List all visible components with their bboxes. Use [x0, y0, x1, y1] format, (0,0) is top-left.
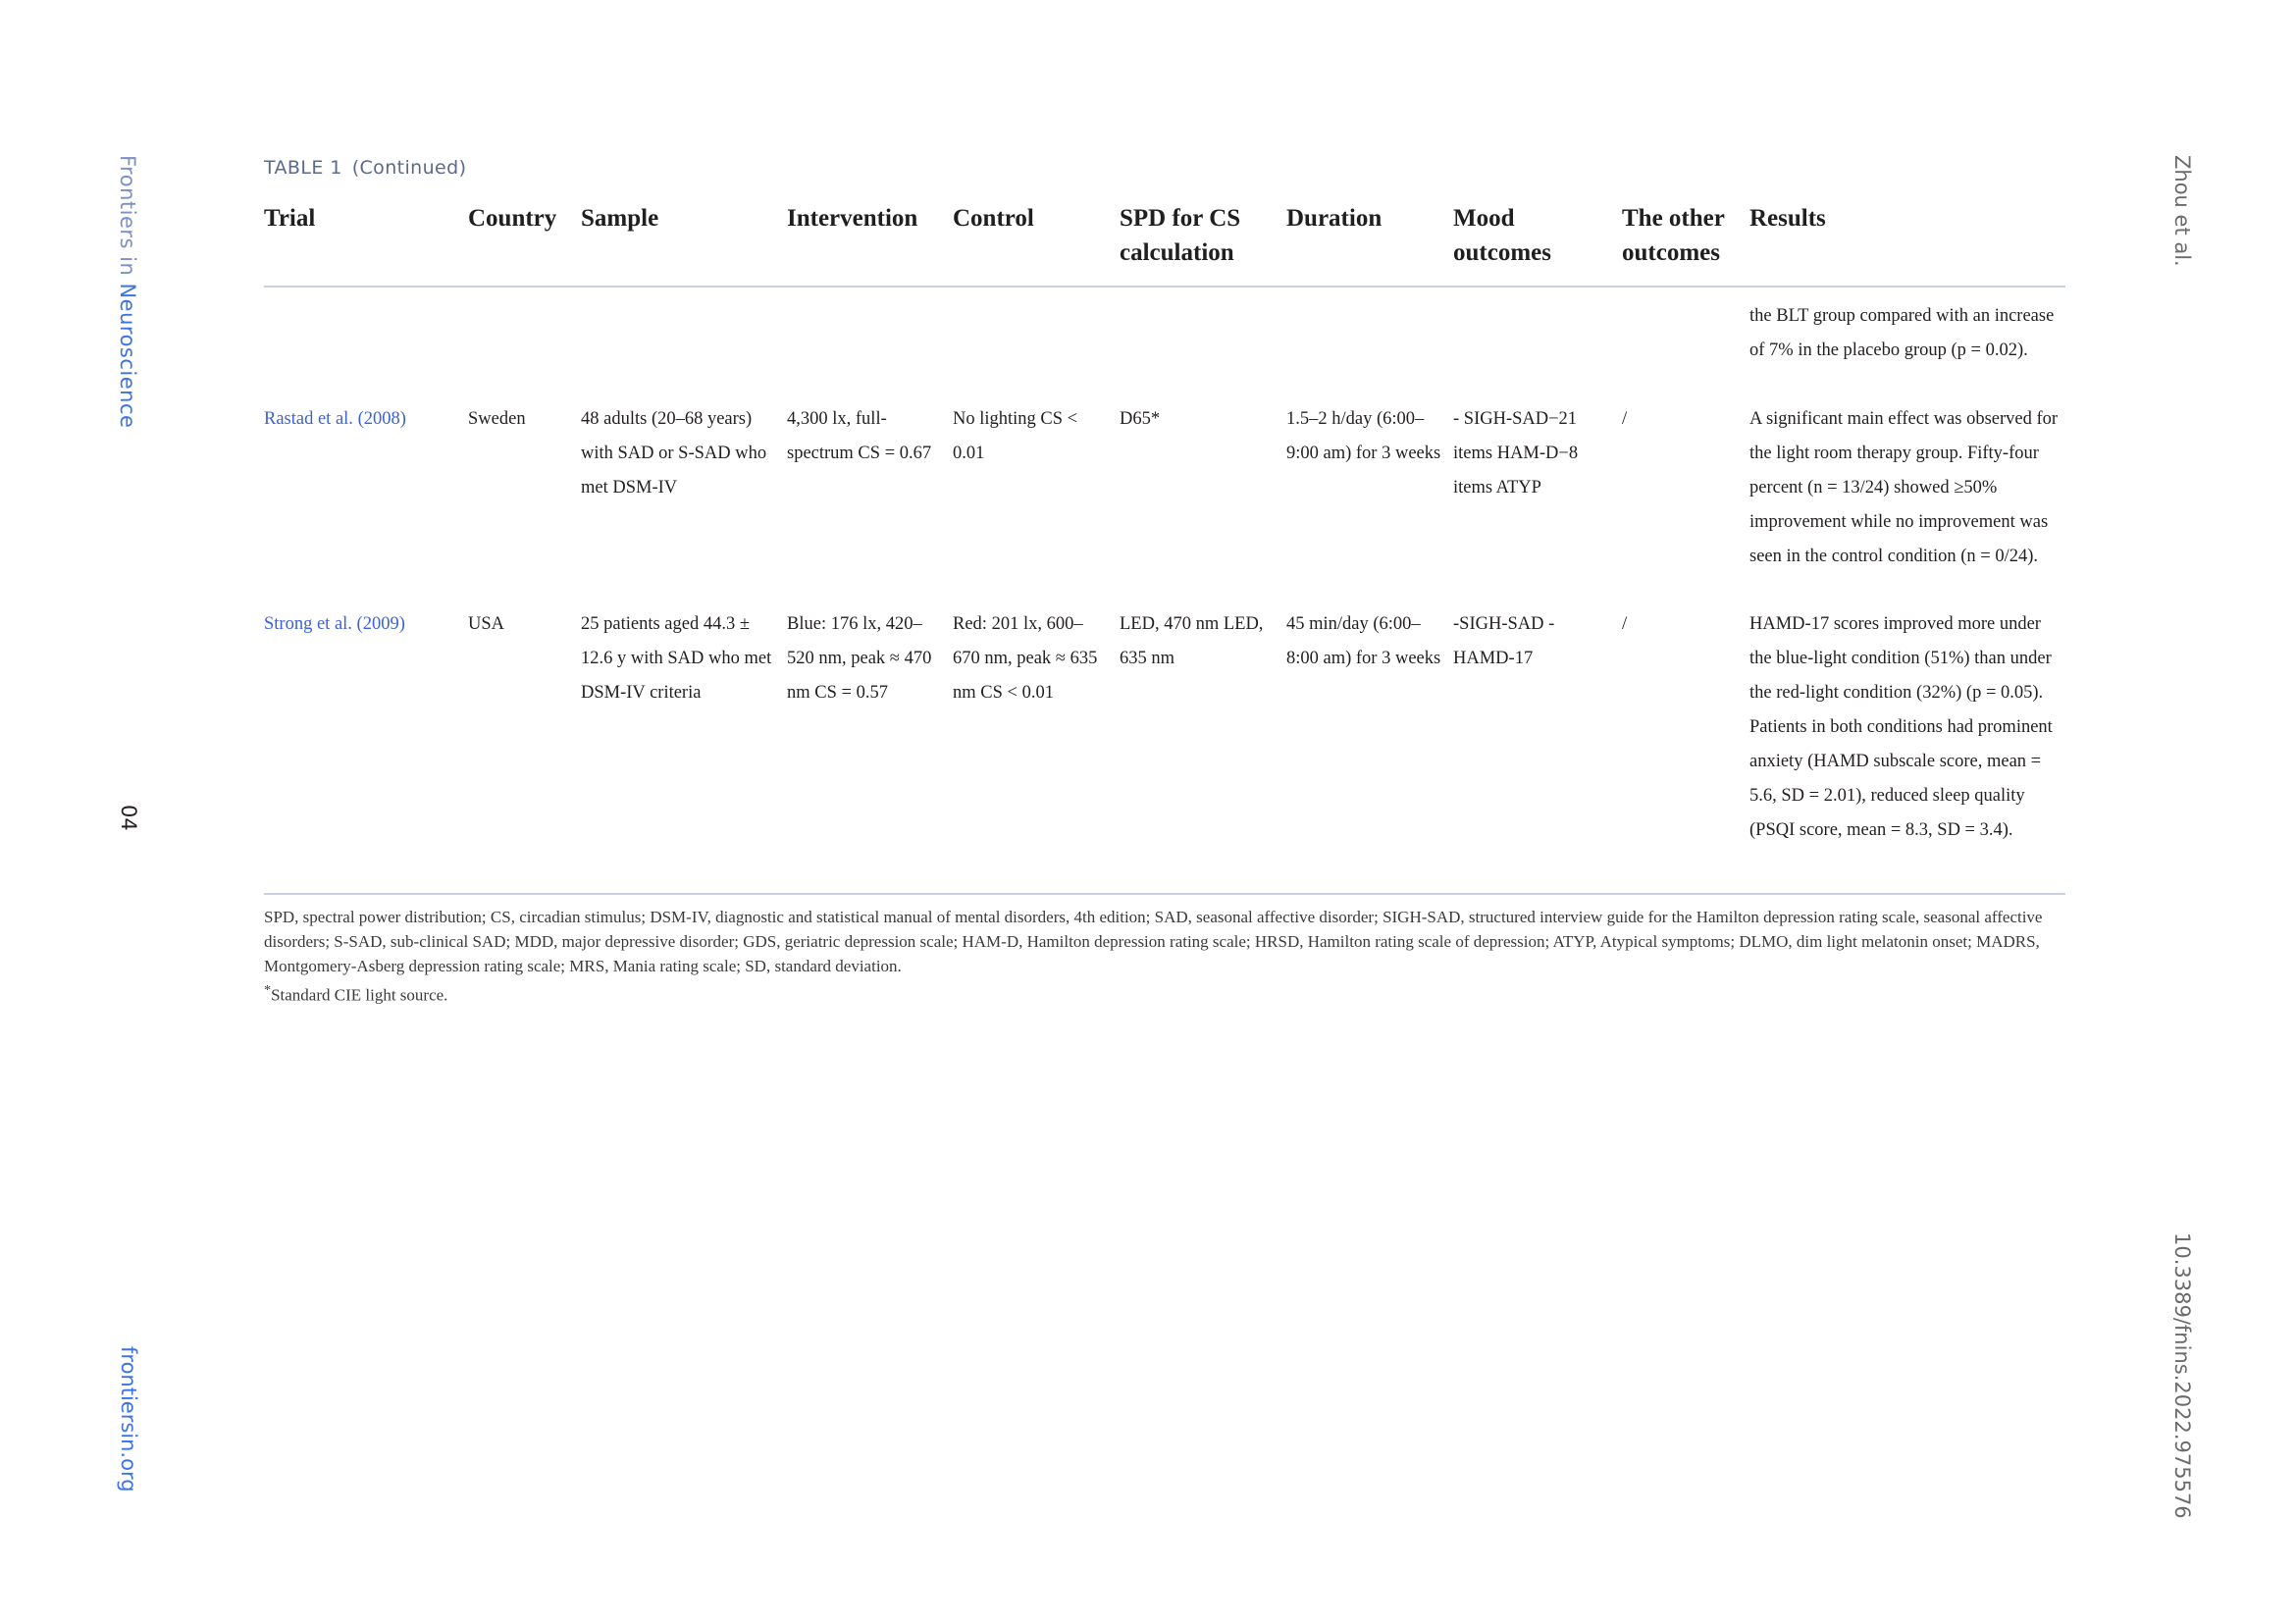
other-outcomes-cell: / [1622, 614, 1628, 634]
carryover-result: the BLT group compared with an increase of 7% in the placebo group (p = 0.02). [1749, 306, 2055, 360]
mood-cell: - SIGH-SAD−21 items HAM-D−8 items ATYP [1453, 409, 1579, 497]
table-caption-continued: (Continued) [351, 157, 467, 179]
spd-cell: D65* [1120, 409, 1161, 429]
mood-cell: -SIGH-SAD -HAMD-17 [1453, 614, 1555, 668]
table-caption-label: TABLE 1 [264, 157, 342, 179]
header-sample: Sample [581, 205, 659, 232]
other-outcomes-cell: / [1622, 409, 1628, 429]
header-country: Country [468, 205, 557, 232]
intervention-cell: 4,300 lx, full-spectrum CS = 0.67 [787, 409, 932, 463]
header-spd: SPD for CS calculation [1120, 205, 1241, 266]
sample-cell: 25 patients aged 44.3 ± 12.6 y with SAD who met DSM-IV criteria [581, 614, 772, 703]
running-author: Zhou et al. [2170, 155, 2194, 267]
citation-year-link[interactable]: (2008) [357, 409, 406, 429]
header-duration: Duration [1286, 205, 1383, 232]
abbreviations-footnote: SPD, spectral power distribution; CS, circadian stimulus; DSM-IV, diagnostic and statistical manual of mental disorders, 4th edition; SAD, seasonal affective disorder; SIGH-SAD, structured interview guide for the Hamilton depression rating scale, seasonal affective disorders; S-SAD, sub-clinical SAD; MDD, major depressive disorder; GDS, geriatric depression scale; HAM-D, Hamilton depression rating scale; HRSD, Hamilton rating scale of depression; ATYP, Atypical symptoms; DLMO, dim light melatonin onset; MADRS, Montgomery-Asberg depression rating scale; MRS, Mania rating scale; SD, standard deviation. [264, 908, 2043, 975]
trial-cell [264, 607, 460, 642]
header-control: Control [953, 205, 1034, 232]
doi-label: 10.3389/fnins.2022.975576 [2170, 1232, 2194, 1519]
table-header [264, 201, 2065, 288]
journal-name: Frontiers in Neuroscience [116, 155, 139, 429]
page-number: 04 [117, 805, 140, 831]
header-results: Results [1749, 205, 1826, 232]
results-cell: HAMD-17 scores improved more under the blue-light condition (51%) than under the red-light condition (32%) (p = 0.05). Patients in both conditions had prominent anxiety (HAMD subscale score, mean = 5.6, SD = 2.01), reduced sleep quality (PSQI score, mean = 8.3, SD = 3.4). [1749, 614, 2053, 840]
table-caption [264, 157, 466, 179]
citation-author-link[interactable]: Rastad et al. [264, 409, 358, 429]
control-cell: No lighting CS < 0.01 [953, 409, 1078, 463]
header-other-outcomes: The other outcomes [1622, 205, 1725, 266]
header-mood-outcomes: Mood outcomes [1453, 205, 1551, 266]
intervention-cell: Blue: 176 lx, 420–520 nm, peak ≈ 470 nm CS = 0.57 [787, 614, 932, 703]
star-footnote [264, 978, 2065, 1008]
results-cell: A significant main effect was observed for the light room therapy group. Fifty-four percent (n = 13/24) showed ≥50% improvement while no improvement was seen in the control condition (n = 0/24). [1749, 409, 2059, 566]
header-trial: Trial [264, 205, 316, 232]
citation-author-link[interactable]: Strong et al. [264, 614, 357, 634]
data-table [264, 201, 2065, 896]
spd-cell: LED, 470 nm LED, 635 nm [1120, 614, 1264, 668]
sample-cell: 48 adults (20–68 years) with SAD or S-SAD who met DSM-IV [581, 409, 767, 497]
table-body [264, 288, 2065, 896]
header-intervention: Intervention [787, 205, 918, 232]
citation-year-link[interactable]: (2009) [356, 614, 405, 634]
table-bottom-rule [264, 893, 2065, 895]
control-cell: Red: 201 lx, 600–670 nm, peak ≈ 635 nm CS < 0.01 [953, 614, 1098, 703]
footnote-star-mark: * [264, 982, 272, 998]
duration-cell: 1.5–2 h/day (6:00–9:00 am) for 3 weeks [1286, 409, 1441, 463]
country-cell: Sweden [468, 409, 526, 429]
country-cell: USA [468, 614, 505, 634]
footnote-star-text: Standard CIE light source. [271, 985, 448, 1005]
journal-site-link[interactable]: frontiersin.org [117, 1346, 140, 1492]
trial-cell [264, 402, 460, 437]
duration-cell: 45 min/day (6:00–8:00 am) for 3 weeks [1286, 614, 1441, 668]
table-footnotes [264, 905, 2065, 1008]
